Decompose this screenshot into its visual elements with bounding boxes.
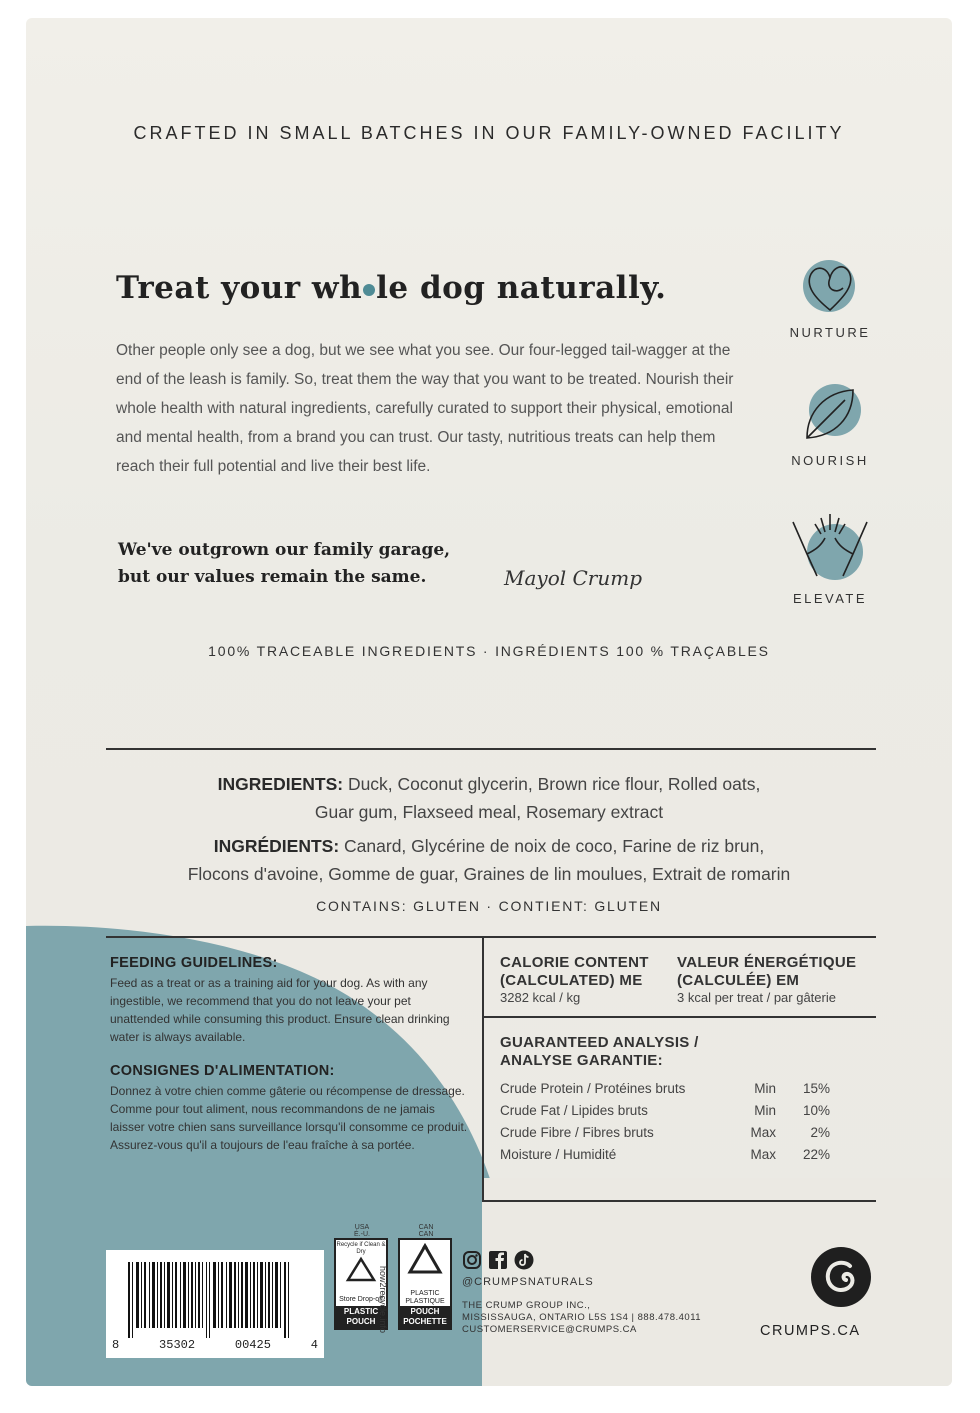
- divider-nutrition: [106, 936, 876, 938]
- quote-line-2: but our values remain the same.: [118, 567, 427, 587]
- calorie-fr: [677, 954, 856, 1005]
- divider-vertical: [482, 936, 484, 1200]
- recycle-usa-country: USA: [354, 1224, 370, 1231]
- calorie-en: [500, 954, 649, 1005]
- headline-part1: Treat your wh: [116, 270, 363, 306]
- allergen-statement: CONTAINS: GLUTEN · CONTIENT: GLUTEN: [316, 898, 662, 914]
- social-handle: @CRUMPSNATURALS: [462, 1276, 594, 1288]
- instagram-icon[interactable]: [462, 1250, 482, 1270]
- analysis-name: Crude Protein / Protéines bruts: [500, 1080, 686, 1096]
- ingredients-en-line2: Guar gum, Flaxseed meal, Rosemary extract: [314, 802, 664, 822]
- tiktok-icon[interactable]: [514, 1250, 534, 1270]
- ingredients-en-label: INGREDIENTS:: [217, 774, 344, 794]
- quote-line-1: We've outgrown our family garage,: [118, 540, 451, 560]
- headline-o-dot-icon: [363, 284, 375, 296]
- ingredients-en: [26, 770, 952, 826]
- analysis-value: 2%: [810, 1124, 830, 1140]
- calorie-title-fr-2: (CALCULÉE) EM: [677, 972, 800, 989]
- company-email: CUSTOMERSERVICE@CRUMPS.CA: [462, 1324, 637, 1335]
- company-info: [462, 1300, 701, 1336]
- recycle-usa-top: Recycle if Clean & Dry: [336, 1242, 386, 1255]
- crumps-logo-icon: [810, 1246, 872, 1308]
- analysis-qualifier: Min: [754, 1080, 776, 1096]
- divider-analysis: [482, 1016, 876, 1018]
- feeding-guidelines-fr: [110, 1062, 470, 1154]
- barcode-digit-group: 8: [112, 1338, 120, 1352]
- analysis-value: 22%: [802, 1146, 830, 1162]
- recycle-arrows-icon: [400, 1240, 450, 1284]
- analysis-name: Moisture / Humidité: [500, 1146, 617, 1162]
- headline: [116, 270, 666, 306]
- how2recycle-url: how2recycle.info: [378, 1266, 388, 1334]
- analysis-title-1: GUARANTEED ANALYSIS /: [500, 1034, 699, 1051]
- analysis-qualifier: Max: [750, 1146, 776, 1162]
- calorie-value-en: 3282 kcal / kg: [500, 990, 581, 1005]
- hands-icon: [787, 510, 873, 586]
- company-name: THE CRUMP GROUP INC.,: [462, 1300, 591, 1311]
- value-nourish: [776, 378, 884, 468]
- recycle-usa-country-fr: É.-U.: [354, 1231, 370, 1238]
- feeding-title-en: FEEDING GUIDELINES:: [110, 955, 278, 971]
- barcode-digit-group: 00425: [234, 1338, 271, 1352]
- feeding-title-fr: CONSIGNES D'ALIMENTATION:: [110, 1063, 335, 1079]
- ingredients-en-line1: Duck, Coconut glycerin, Brown rice flour, Rolled oats,: [343, 774, 761, 794]
- recycle-can-mid: [400, 1290, 450, 1306]
- feeding-body-fr: Donnez à votre chien comme gâterie ou récompense de dressage. Comme pour tout aliment, nous recommandons de ne jamais laisser votre chien sans surveillance lorsqu'il consomme ce produit. Assurez-vous qu'il a toujours de l'eau fraîche à sa portée.: [110, 1084, 468, 1152]
- analysis-name: Crude Fat / Lipides bruts: [500, 1102, 648, 1118]
- calorie-title-fr-1: VALEUR ÉNERGÉTIQUE: [677, 954, 857, 971]
- analysis-title-2: ANALYSE GARANTIE:: [500, 1052, 663, 1069]
- social-icons: [462, 1250, 534, 1270]
- recycle-usa-mid: Store Drop-off: [339, 1296, 383, 1303]
- barcode-digit-group: 35302: [159, 1338, 196, 1352]
- table-row: [500, 1121, 830, 1143]
- leaf-icon: [795, 378, 865, 448]
- analysis-title: [500, 1034, 699, 1070]
- calorie-title-en-1: CALORIE CONTENT: [500, 954, 649, 971]
- recycle-can-foot: [400, 1306, 450, 1328]
- ingredients-fr-label: INGRÉDIENTS:: [213, 836, 340, 856]
- feeding-guidelines-en: [110, 954, 470, 1046]
- table-row: [500, 1099, 830, 1121]
- recycle-can: [398, 1224, 454, 1330]
- recycle-usa-foot-2: POUCH: [346, 1317, 376, 1326]
- recycle-can-foot-2: POCHETTE: [403, 1317, 447, 1326]
- recycle-can-mid-2: PLASTIQUE: [405, 1298, 445, 1305]
- recycle-can-foot-1: POUCH: [410, 1307, 440, 1316]
- analysis-qualifier: Min: [754, 1102, 776, 1118]
- package-back: [26, 18, 952, 1386]
- facebook-icon[interactable]: [488, 1250, 508, 1270]
- teal-wave-background: [26, 18, 952, 1386]
- value-label-nourish: NOURISH: [791, 453, 869, 468]
- ingredients-fr-line1: Canard, Glycérine de noix de coco, Farine de riz brun,: [339, 836, 765, 856]
- heart-icon: [795, 250, 865, 320]
- barcode: [106, 1250, 324, 1358]
- barcode-digits: [112, 1338, 318, 1352]
- founder-quote: [118, 537, 450, 591]
- value-label-elevate: ELEVATE: [792, 591, 868, 606]
- ingredients-fr: [26, 832, 952, 888]
- feeding-body-en: Feed as a treat or as a training aid for your dog. As with any ingestible, we recommend that you do not leave your pet unattended while consuming this product. Ensure clean drinking water is always available.: [110, 976, 450, 1044]
- recycle-can-country-fr: CAN: [418, 1231, 434, 1238]
- ingredients-fr-line2: Flocons d'avoine, Gomme de guar, Graines de lin moulues, Extrait de romarin: [187, 864, 791, 884]
- website[interactable]: CRUMPS.CA: [760, 1323, 861, 1339]
- divider-bottom: [482, 1200, 876, 1202]
- analysis-value: 15%: [802, 1080, 830, 1096]
- tagline: CRAFTED IN SMALL BATCHES IN OUR FAMILY-OWNED FACILITY: [133, 123, 845, 143]
- recycle-usa-foot-1: PLASTIC: [343, 1307, 379, 1316]
- value-elevate: [776, 510, 884, 606]
- table-row: [500, 1077, 830, 1099]
- calorie-title-en-2: (CALCULATED) ME: [500, 972, 643, 989]
- barcode-bars: [106, 1250, 324, 1340]
- traceable-statement: 100% TRACEABLE INGREDIENTS · INGRÉDIENTS 100 % TRAÇABLES: [208, 643, 770, 659]
- analysis-value: 10%: [802, 1102, 830, 1118]
- analysis-qualifier: Max: [750, 1124, 776, 1140]
- recycle-label-can: [398, 1238, 452, 1330]
- ingredients-section: [26, 770, 952, 894]
- value-nurture: [776, 250, 884, 340]
- recycle-can-country: CAN: [418, 1224, 434, 1231]
- analysis-name: Crude Fibre / Fibres bruts: [500, 1124, 654, 1140]
- analysis-table: [500, 1077, 830, 1165]
- headline-part2: le dog naturally.: [376, 270, 667, 306]
- company-address: MISSISSAUGA, ONTARIO L5S 1S4 | 888.478.4011: [462, 1312, 702, 1323]
- barcode-digit-group: 4: [310, 1338, 318, 1352]
- divider-top: [106, 748, 876, 750]
- story-paragraph: Other people only see a dog, but we see what you see. Our four-legged tail-wagger at the end of the leash is family. So, treat them the way that you want to be treated. Nourish their whole health with natural ingredients, carefully curated to support their physical, emotional and mental health, from a brand you can trust. Our tasty, nutritious treats can help them reach their full potential and live their best life.: [116, 342, 734, 475]
- value-label-nurture: NURTURE: [789, 325, 871, 340]
- founder-signature: Mayol Crump: [504, 566, 643, 590]
- table-row: [500, 1143, 830, 1165]
- calorie-value-fr: 3 kcal per treat / par gâterie: [677, 990, 836, 1005]
- recycle-can-mid-1: PLASTIC: [410, 1290, 440, 1297]
